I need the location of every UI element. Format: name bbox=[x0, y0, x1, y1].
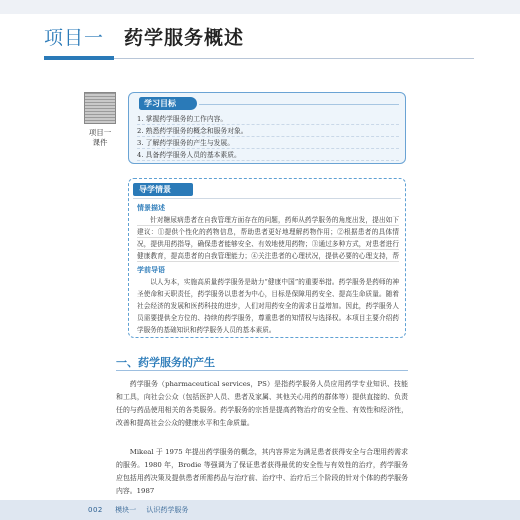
guide-title: 导学情景 bbox=[133, 183, 193, 196]
title-accent bbox=[44, 56, 114, 60]
body-paragraph-2: Mikeal 于 1975 年提出药学服务的概念，其内容界定为满足患者获得安全与合理用药需求的服务。1980 年，Brodie 等强调为了保证患者获得最优的安全性与有效性的治疗，药学服务应包括用药决策及提供患者所需药品与治疗前、治疗中、治疗后三个阶段的针对个体的药学服务内容。1987 bbox=[116, 448, 408, 495]
qr-label-line2: 课件 bbox=[92, 138, 108, 147]
guide-rule bbox=[133, 198, 401, 199]
footer-module: 模块一 bbox=[115, 506, 137, 514]
scene-text: 针对糖尿病患者在自我管理方面存在的问题，药师从药学服务的角度出发，提出如下建议：①提供个性化的药物信息，帮助患者更好地理解药物作用；②根据患者的具体情况，提供用药指导，确保患者能够安全、有效地使用药物；③通过多种方式，对患者进行健康教育，提高患者的自我管理能力；④关注患者的心理状况，提供必要的心理支持，帮 bbox=[137, 214, 399, 263]
lead-text: 以人为本，实施高质量药学服务是助力“健康中国”的重要举措。药学服务是药师的神圣使命和天职责任，药学服务以患者为中心，目标是保障用药安全、提高生命质量。随着社会经济的发展和医药科技的进步，人们对用药安全的需求日益增加。因此，药学服务人员需要提供全方位的、持续的药学服务，尊重患者的知情权与选择权。本项目主要介绍药学服务的基础知识和药学服务人员的基本素质。 bbox=[137, 278, 399, 334]
goal-item: 2. 熟悉药学服务的概念和服务对象。 bbox=[137, 125, 399, 137]
guide-scenario-box bbox=[128, 178, 406, 338]
goal-item: 4. 具备药学服务人员的基本素质。 bbox=[137, 149, 399, 161]
page-number: 002 bbox=[88, 506, 103, 514]
footer bbox=[88, 505, 188, 515]
qr-code-icon[interactable] bbox=[84, 92, 116, 124]
goal-rule bbox=[199, 104, 399, 105]
top-band bbox=[0, 0, 520, 14]
qr-label-line1: 项目一 bbox=[88, 128, 112, 137]
project-title: 药学服务概述 bbox=[124, 26, 245, 49]
section-title: 一、药学服务的产生 bbox=[116, 356, 215, 369]
scene-label: 情景描述 bbox=[137, 204, 165, 212]
section-rule bbox=[116, 370, 408, 371]
goal-item: 1. 掌握药学服务的工作内容。 bbox=[137, 113, 399, 125]
footer-module-title: 认识药学服务 bbox=[146, 506, 189, 514]
goal-item: 3. 了解药学服务的产生与发展。 bbox=[137, 137, 399, 149]
project-title-bar bbox=[44, 22, 474, 50]
lead-label: 学前导语 bbox=[137, 266, 165, 274]
learning-goals-title: 学习目标 bbox=[139, 97, 197, 110]
footer-band bbox=[0, 500, 520, 520]
learning-goals-box bbox=[128, 92, 406, 164]
qr-label bbox=[76, 128, 124, 148]
goal-list bbox=[137, 113, 399, 161]
project-label: 项目一 bbox=[44, 26, 105, 49]
body-paragraph-1: 药学服务（pharmaceutical services，PS）是指药学服务人员应用药学专业知识、技能和工具，向社会公众（包括医护人员、患者及家属、其他关心用药的群体等）提供直接的、负责任的与药品使用相关的各类服务。药学服务的宗旨是提高药物治疗的安全性、有效性和经济性，改善和提高社会公众的健康水平和生命质量。 bbox=[116, 380, 408, 427]
